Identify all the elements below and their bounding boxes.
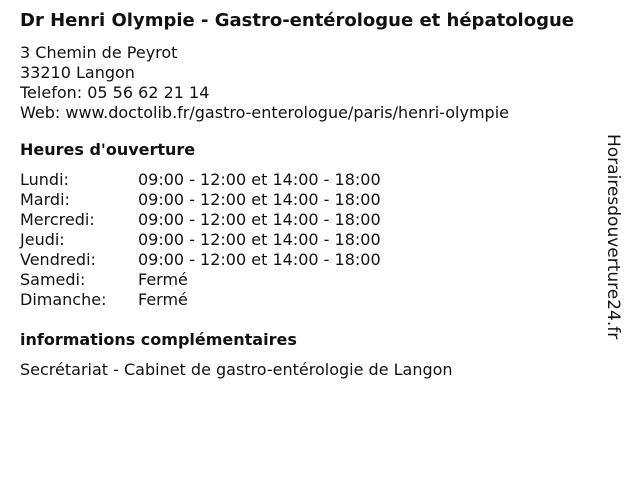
day-label: Vendredi: — [20, 250, 96, 269]
contact-block — [20, 43, 612, 123]
address-city: 33210 Langon — [20, 63, 135, 82]
hours-row-samedi — [20, 270, 612, 290]
phone-number: Telefon: 05 56 62 21 14 — [20, 83, 210, 102]
hours-heading: Heures d'ouverture — [20, 140, 196, 159]
hours-value: 09:00 - 12:00 et 14:00 - 18:00 — [138, 230, 381, 249]
day-label: Mardi: — [20, 190, 70, 209]
day-label: Dimanche: — [20, 290, 107, 309]
day-label: Lundi: — [20, 170, 69, 189]
address-street: 3 Chemin de Peyrot — [20, 43, 178, 62]
business-card — [20, 10, 612, 380]
website-link[interactable]: Web: www.doctolib.fr/gastro-enterologue/paris/henri-olympie — [20, 103, 509, 122]
hours-row-jeudi — [20, 230, 612, 250]
day-label: Mercredi: — [20, 210, 95, 229]
hours-row-dimanche — [20, 290, 612, 310]
info-text: Secrétariat - Cabinet de gastro-entérologie de Langon — [20, 360, 453, 379]
hours-row-vendredi — [20, 250, 612, 270]
hours-value: Fermé — [138, 270, 188, 289]
site-brand-vertical: Horairesdouverture24.fr — [603, 134, 623, 340]
page-title: Dr Henri Olympie - Gastro-entérologue et hépatologue — [20, 10, 575, 31]
day-label: Jeudi: — [20, 230, 65, 249]
hours-value: 09:00 - 12:00 et 14:00 - 18:00 — [138, 170, 381, 189]
hours-value: Fermé — [138, 290, 188, 309]
hours-value: 09:00 - 12:00 et 14:00 - 18:00 — [138, 250, 381, 269]
hours-row-mercredi — [20, 210, 612, 230]
hours-row-lundi — [20, 170, 612, 190]
hours-value: 09:00 - 12:00 et 14:00 - 18:00 — [138, 190, 381, 209]
hours-row-mardi — [20, 190, 612, 210]
day-label: Samedi: — [20, 270, 86, 289]
hours-table — [20, 170, 612, 310]
info-heading: informations complémentaires — [20, 330, 297, 349]
hours-value: 09:00 - 12:00 et 14:00 - 18:00 — [138, 210, 381, 229]
